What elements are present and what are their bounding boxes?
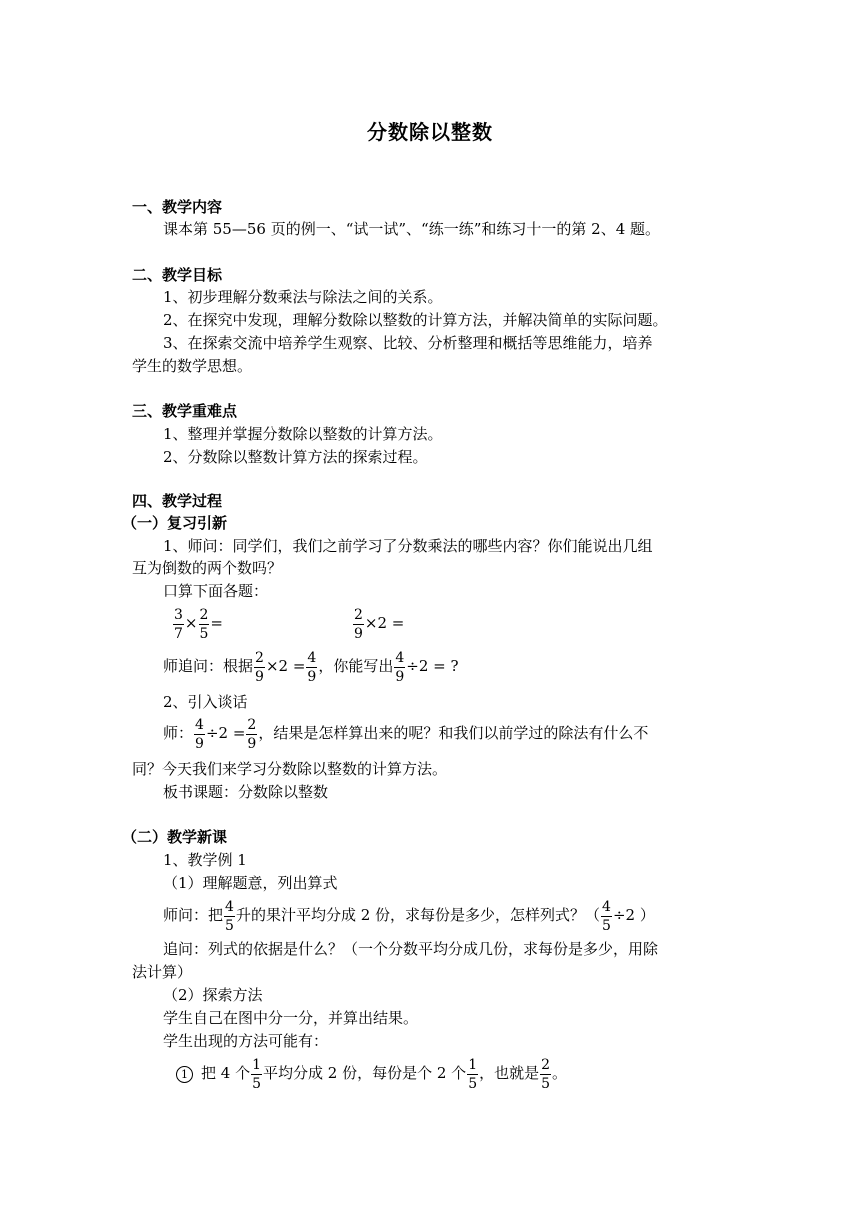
fraction: $\frac{4}{5}$ (225, 898, 234, 934)
question-1-cont: 互为倒数的两个数吗？ (132, 559, 283, 577)
exercise-2: $\frac{2}{9}$ ×2 = (354, 606, 405, 642)
keypoint-2: 2、分数除以整数计算方法的探索过程。 (163, 448, 428, 466)
exercise-1: $\frac{3}{7}$ × $\frac{2}{5}$ = (174, 606, 223, 642)
keypoint-1: 1、整理并掌握分数除以整数的计算方法。 (163, 425, 443, 443)
goal-3-cont: 学生的数学思想。 (132, 357, 253, 375)
fraction: $\frac{4}{9}$ (395, 649, 405, 685)
fraction: $\frac{4}{9}$ (195, 716, 204, 752)
goal-3: 3、在探索交流中培养学生观察、比较、分析整理和概括等思维能力，培养 (163, 334, 653, 352)
subsection-review: （一）复习引新 (122, 514, 228, 532)
teacher-question: 师问：把 $\frac{4}{5}$ 升的果汁平均分成 2 份，求每份是多少，怎样列式？（ $\frac{4}{5}$ ÷2 ） (163, 898, 655, 934)
teacher-statement: 师： $\frac{4}{9}$ ÷2 = $\frac{2}{9}$ ，结果是怎样算出来的呢？和我们以前学过的除法有什么不 (163, 716, 649, 752)
step-2: （2）探索方法 (163, 986, 263, 1004)
fraction: $\frac{2}{9}$ (255, 649, 264, 685)
why-question: 追问：列式的依据是什么？（一个分数平均分成几份，求每份是多少，用除 (163, 940, 659, 958)
methods-intro: 学生出现的方法可能有： (163, 1032, 329, 1050)
goal-1: 1、初步理解分数乘法与除法之间的关系。 (163, 288, 443, 306)
step-1: （1）理解题意，列出算式 (163, 874, 338, 892)
intro-talk: 2、引入谈话 (163, 693, 248, 711)
fraction: $\frac{4}{9}$ (307, 649, 317, 685)
circled-number: 1 (176, 1066, 193, 1083)
teacher-statement-cont: 同？今天我们来学习分数除以整数的计算方法。 (132, 760, 448, 778)
fraction: $\frac{2}{9}$ (247, 716, 257, 752)
question-1: 1、师问：同学们，我们之前学习了分数乘法的哪些内容？你们能说出几组 (163, 537, 653, 555)
content-paragraph: 课本第 55—56 页的例一、“试一试”、“练一练”和练习十一的第 2、4 题。 (163, 220, 661, 238)
fraction: $\frac{2}{5}$ (541, 1056, 551, 1092)
fraction: $\frac{3}{7}$ (174, 606, 183, 642)
example-1: 1、教学例 1 (163, 851, 247, 869)
fraction: $\frac{1}{5}$ (468, 1056, 478, 1092)
fraction: $\frac{4}{5}$ (602, 898, 611, 934)
method-1: 1 把 4 个 $\frac{1}{5}$ 平均分成 2 份，每份是个 2 个 $\frac{1}{5}$ ，也就是 $\frac{2}{5}$ 。 (176, 1053, 567, 1093)
goal-2: 2、在探究中发现，理解分数除以整数的计算方法，并解决简单的实际问题。 (163, 311, 668, 329)
self-work: 学生自己在图中分一分，并算出结果。 (163, 1009, 419, 1027)
fraction: $\frac{1}{5}$ (252, 1056, 262, 1092)
subsection-new-lesson: （二）教学新课 (122, 828, 228, 846)
section-heading-goals: 二、教学目标 (132, 266, 223, 284)
why-question-cont: 法计算） (132, 963, 193, 981)
section-heading-content: 一、教学内容 (132, 198, 223, 216)
page-title: 分数除以整数 (367, 120, 493, 144)
oral-calc-label: 口算下面各题： (163, 582, 269, 600)
fraction: $\frac{2}{5}$ (199, 606, 209, 642)
board-title: 板书课题：分数除以整数 (163, 783, 329, 801)
fraction: $\frac{2}{9}$ (354, 606, 363, 642)
section-heading-keypoints: 三、教学重难点 (132, 402, 238, 420)
section-heading-process: 四、教学过程 (132, 492, 223, 510)
follow-up-question: 师追问：根据 $\frac{2}{9}$ ×2 = $\frac{4}{9}$ ，你能写出 $\frac{4}{9}$ ÷2 = ? (163, 649, 459, 685)
